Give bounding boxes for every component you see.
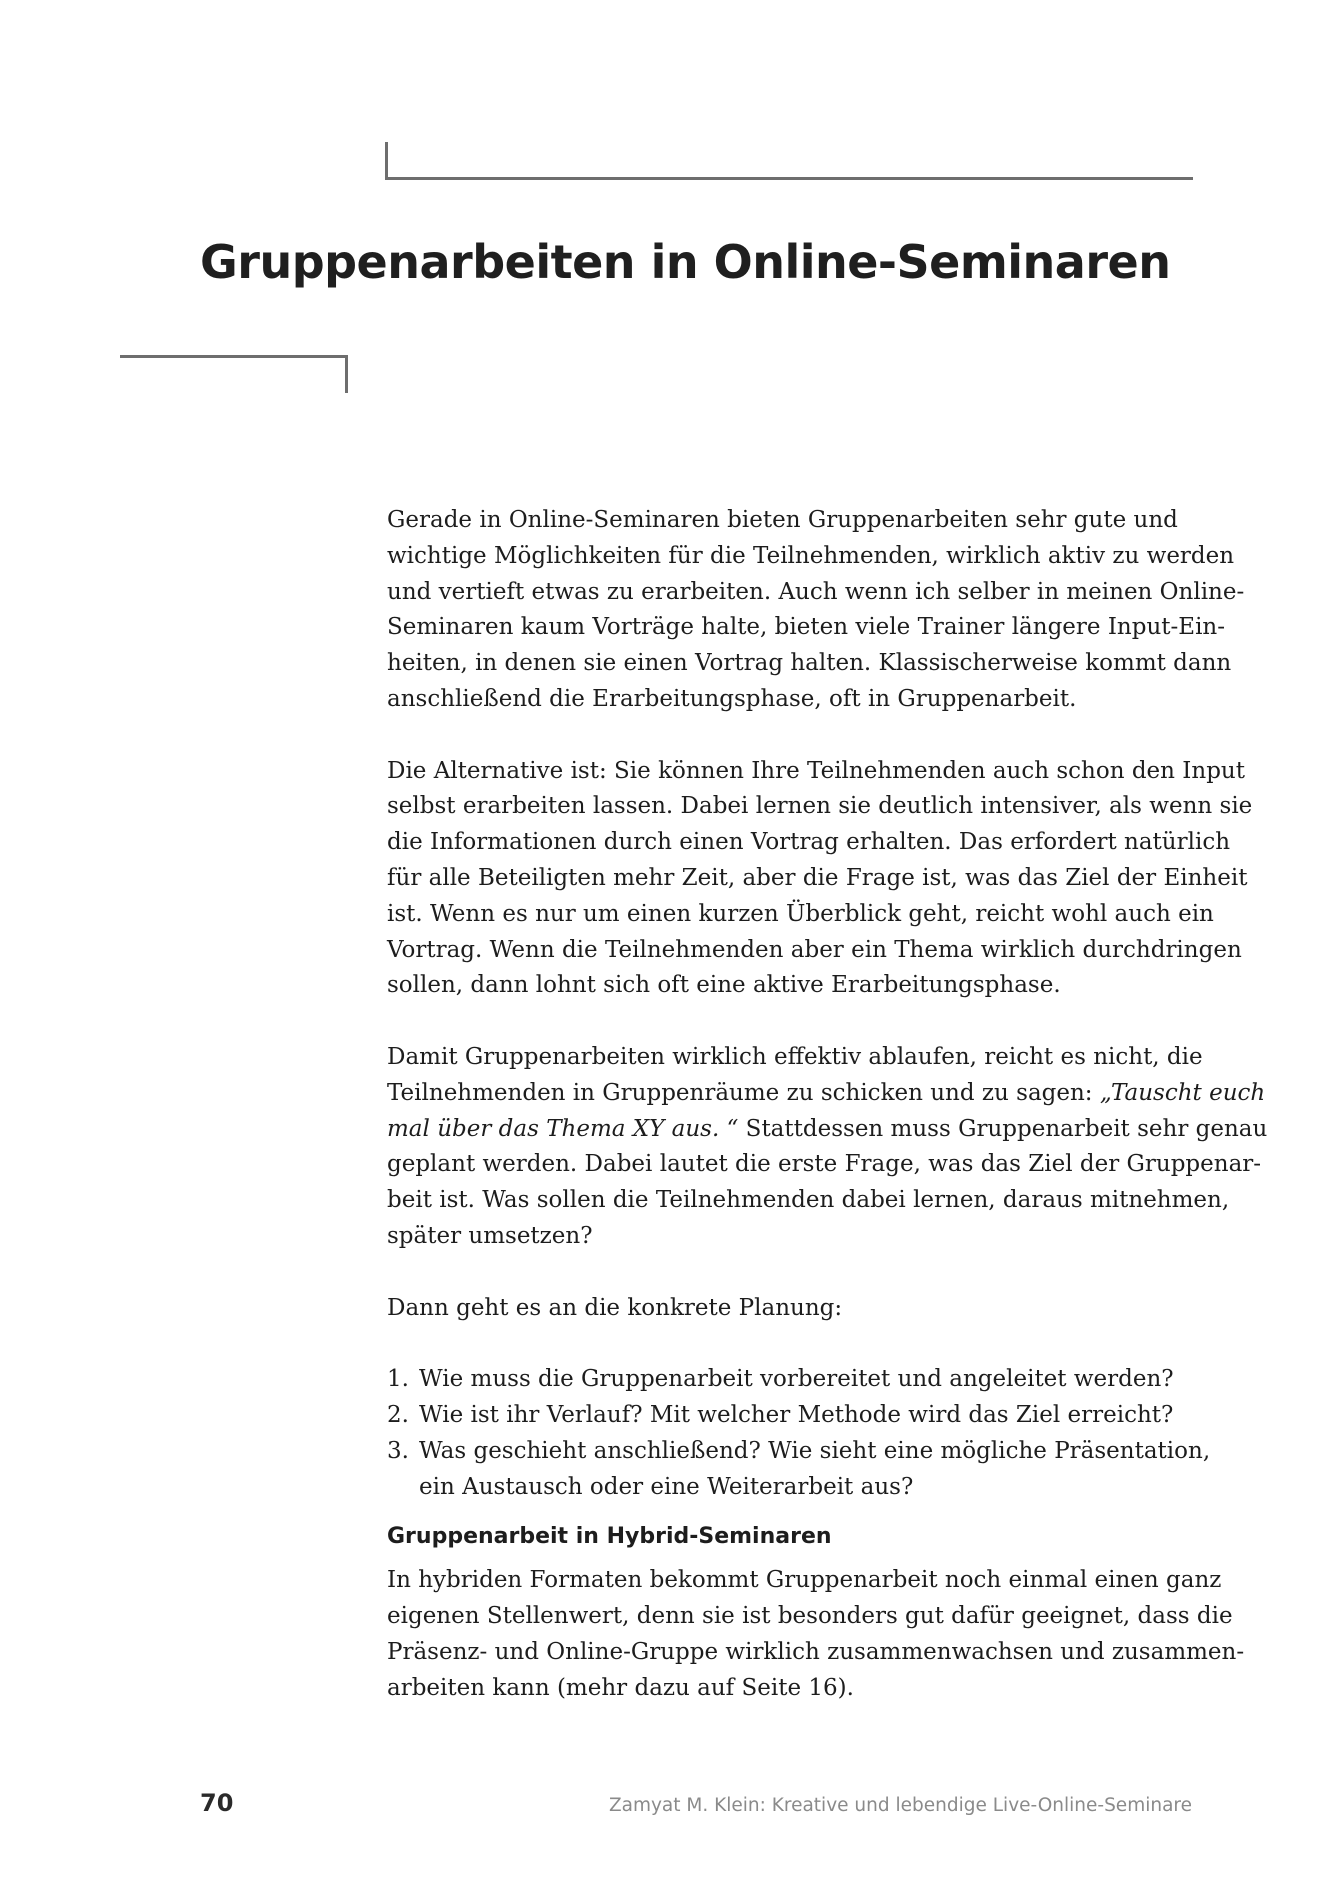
text-line: selbst erarbeiten lassen. Dabei lernen sie deutlich intensiver, als wenn sie — [387, 793, 1253, 820]
paragraph-intro — [387, 503, 1245, 718]
text-line: eigenen Stellenwert, denn sie ist besonders gut dafür geeignet, dass die — [387, 1603, 1233, 1630]
text-line: für alle Beteiligten mehr Zeit, aber die Frage ist, was das Ziel der Einheit — [387, 864, 1248, 891]
text-line: arbeiten kann (mehr dazu auf Seite 16). — [387, 1674, 854, 1701]
running-footer-title: Zamyat M. Klein: Kreative und lebendige Live-Online-Seminare — [608, 1795, 1192, 1816]
text-line: In hybriden Formaten bekommt Gruppenarbeit noch einmal einen ganz — [387, 1567, 1222, 1594]
text-line: ein Austausch oder eine Weiterarbeit aus? — [419, 1473, 914, 1500]
text-segment: Teilnehmenden in Gruppenräume zu schicken und zu sagen: — [387, 1079, 1100, 1106]
page-number: 70 — [200, 1789, 234, 1817]
text-line: geplant werden. Dabei lautet die erste Frage, was das Ziel der Gruppenar- — [387, 1151, 1262, 1178]
text-line: Was geschieht anschließend? Wie sieht eine mögliche Präsentation, — [419, 1437, 1211, 1464]
list-item — [387, 1362, 1207, 1398]
paragraph-effective-groupwork — [387, 1040, 1268, 1255]
list-number: 2. — [387, 1401, 409, 1428]
text-line: Präsenz- und Online-Gruppe wirklich zusammenwachsen und zusammen- — [387, 1638, 1245, 1665]
section-subheading: Gruppenarbeit in Hybrid-Seminaren — [387, 1524, 832, 1550]
paragraph-alternative — [387, 754, 1253, 1005]
text-line: Wie ist ihr Verlauf? Mit welcher Methode wird das Ziel erreicht? — [419, 1401, 1174, 1428]
list-item — [387, 1434, 1211, 1506]
top-corner-rule-vertical — [385, 142, 388, 180]
text-line-mixed — [387, 1076, 1266, 1112]
list-number: 3. — [387, 1437, 409, 1464]
text-line: wichtige Möglichkeiten für die Teilnehmenden, wirklich aktiv zu werden — [387, 542, 1235, 569]
title-corner-rule-vertical — [345, 355, 348, 393]
paragraph-hybrid — [387, 1563, 1245, 1706]
body-text — [387, 503, 1268, 1707]
text-line: Wie muss die Gruppenarbeit vorbereitet und angeleitet werden? — [419, 1366, 1174, 1393]
quote-italic: mal über das Thema XY aus. “ — [387, 1115, 739, 1142]
text-line: Vortrag. Wenn die Teilnehmenden aber ein Thema wirklich durchdringen — [387, 936, 1242, 963]
planning-list — [387, 1362, 1211, 1505]
text-line: Seminaren kaum Vorträge halte, bieten viele Trainer längere Input-Ein- — [387, 614, 1226, 641]
text-segment: Stattdessen muss Gruppenarbeit sehr genau — [738, 1115, 1268, 1142]
text-line: und vertieft etwas zu erarbeiten. Auch wenn ich selber in meinen Online- — [387, 578, 1245, 605]
chapter-title: Gruppenarbeiten in Online-Seminaren — [200, 235, 1171, 289]
text-line: später umsetzen? — [387, 1222, 593, 1249]
list-number: 1. — [387, 1366, 409, 1393]
text-line: heiten, in denen sie einen Vortrag halten. Klassischerweise kommt dann — [387, 650, 1232, 677]
text-line: die Informationen durch einen Vortrag erhalten. Das erfordert natürlich — [387, 829, 1231, 856]
text-line: Dann geht es an die konkrete Planung: — [387, 1294, 843, 1321]
text-line-mixed — [387, 1112, 1268, 1148]
title-corner-rule-horizontal — [120, 355, 348, 358]
text-line: sollen, dann lohnt sich oft eine aktive Erarbeitungsphase. — [387, 972, 1061, 999]
text-line: ist. Wenn es nur um einen kurzen Überblick geht, reicht wohl auch ein — [387, 900, 1214, 927]
text-line: beit ist. Was sollen die Teilnehmenden dabei lernen, daraus mitnehmen, — [387, 1187, 1230, 1214]
paragraph-planning-intro — [387, 1291, 1207, 1327]
text-line: Gerade in Online-Seminaren bieten Gruppenarbeiten sehr gute und — [387, 507, 1178, 533]
quote-italic: „Tauscht euch — [1099, 1079, 1266, 1106]
top-corner-rule-horizontal — [385, 177, 1193, 180]
text-line: Damit Gruppenarbeiten wirklich effektiv ablaufen, reicht es nicht, die — [387, 1043, 1203, 1070]
text-line: anschließend die Erarbeitungsphase, oft in Gruppenarbeit. — [387, 685, 1077, 712]
text-line: Die Alternative ist: Sie können Ihre Teilnehmenden auch schon den Input — [387, 757, 1245, 784]
list-item — [387, 1398, 1207, 1434]
